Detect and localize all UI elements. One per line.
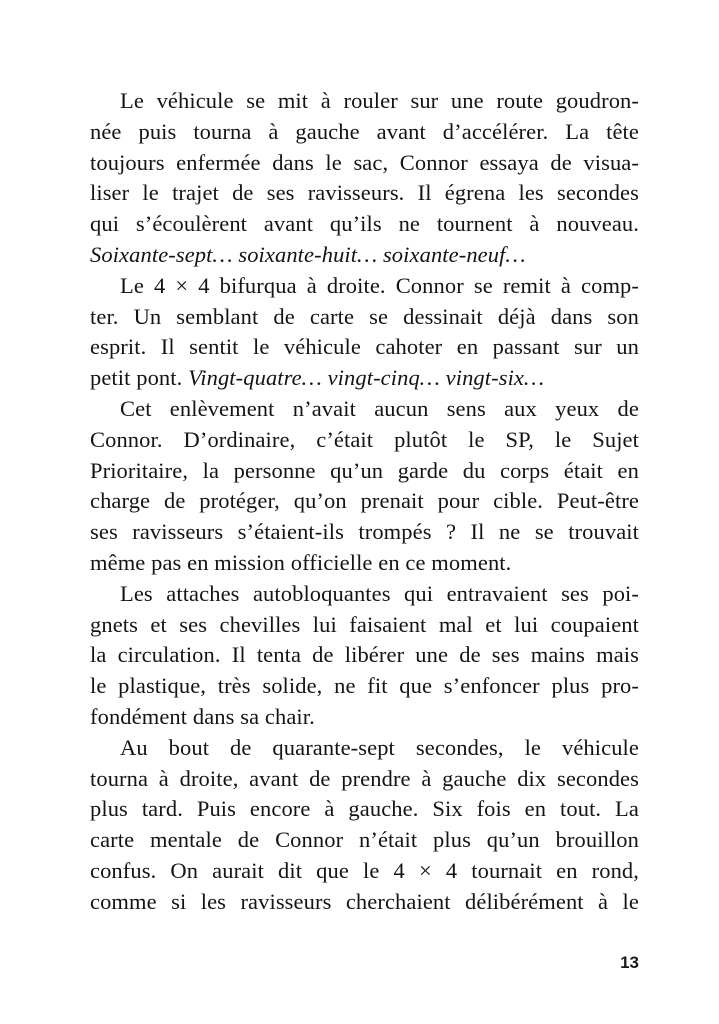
text-run: petit pont. (90, 365, 189, 391)
text-line: même pas en mission officielle en ce moment. (90, 549, 512, 575)
text-line: comme si les ravisseurs cherchaient délibérément à le (90, 888, 639, 914)
text-line: Le véhicule se mit à rouler sur une route goudron- (120, 88, 639, 113)
text-line: Prioritaire, la personne qu’un garde du corps était en (90, 457, 639, 483)
text-line: Connor. D’ordinaire, c’était plutôt le SP, le Sujet (90, 426, 639, 452)
text-line: fondément dans sa chair. (90, 703, 315, 729)
text-line: esprit. Il sentit le véhicule cahoter en passant sur un (90, 334, 639, 360)
text-line: Au bout de quarante-sept secondes, le véhicule (120, 734, 639, 760)
text-line: liser le trajet de ses ravisseurs. Il égrena les secondes (90, 180, 639, 206)
text-line: née puis tourna à gauche avant d’accélérer. La tête (90, 118, 639, 144)
text-line: Cet enlèvement n’avait aucun sens aux yeux de (120, 395, 639, 421)
text-line: la circulation. Il tenta de libérer une de ses mains mais (90, 642, 639, 668)
text-line: toujours enfermée dans le sac, Connor essaya de visua- (90, 149, 639, 175)
text-line: plus tard. Puis encore à gauche. Six fois en tout. La (90, 796, 639, 822)
text-line: ses ravisseurs s’étaient-ils trompés ? Il ne se trouvait (90, 519, 639, 545)
page-number: 13 (620, 953, 639, 972)
text-line: qui s’écoulèrent avant qu’ils ne tournent à nouveau. (90, 211, 639, 237)
text-line: Le 4 × 4 bifurqua à droite. Connor se remit à comp- (120, 272, 639, 298)
text-line: Les attaches autobloquantes qui entravaient ses poi- (120, 580, 639, 606)
text-line: le plastique, très solide, ne fit que s’enfoncer plus pro- (90, 673, 639, 699)
text-line: charge de protéger, qu’on prenait pour cible. Peut-être (90, 488, 639, 514)
text-line (90, 363, 639, 394)
italic-text-run: Vingt-quatre… vingt-cinq… vingt-six… (188, 365, 545, 391)
text-line: carte mentale de Connor n’était plus qu’un brouillon (90, 827, 639, 853)
text-line: gnets et ses chevilles lui faisaient mal et lui coupaient (90, 611, 639, 637)
body-text (90, 86, 639, 918)
text-line: Soixante-sept… soixante-huit… soixante-neuf… (90, 241, 526, 267)
text-line: tourna à droite, avant de prendre à gauche dix secondes (90, 765, 639, 791)
text-line: confus. On aurait dit que le 4 × 4 tournait en rond, (90, 857, 639, 883)
text-line: ter. Un semblant de carte se dessinait déjà dans son (90, 303, 639, 329)
